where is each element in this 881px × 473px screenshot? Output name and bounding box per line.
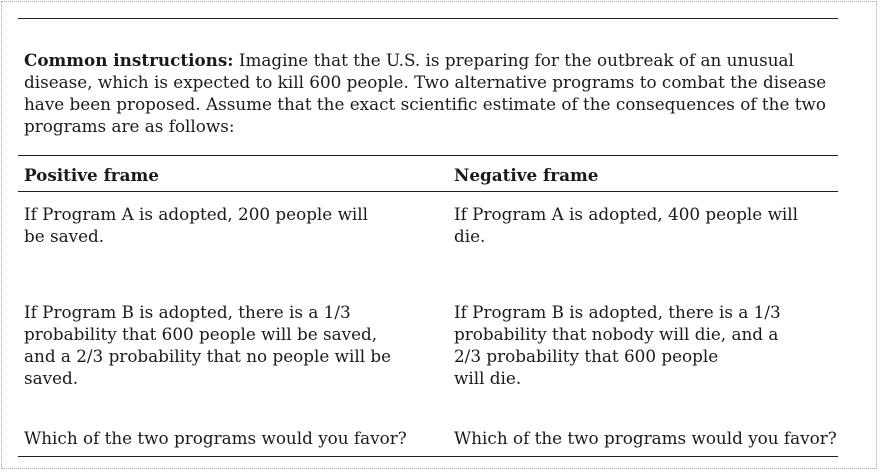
- line: probability that nobody will die, and a: [454, 324, 779, 344]
- header-rule: [18, 191, 838, 192]
- negative-program-b: [454, 301, 874, 389]
- line: saved.: [24, 368, 79, 388]
- common-instructions-text: Imagine that the U.S. is preparing for the outbreak of an unusual disease, which is expected to kill 600 people. Two alternative programs to combat the disease have been proposed. Assume that the exact scientific estimate of the consequences of the two programs are as follows:: [24, 50, 827, 136]
- bottom-rule: [18, 456, 838, 457]
- line: If Program A is adopted, 400 people will: [454, 204, 799, 224]
- common-instructions: [24, 49, 836, 137]
- common-instructions-label: Common instructions:: [24, 50, 234, 70]
- negative-question: Which of the two programs would you favor?: [454, 428, 837, 448]
- line: and a 2/3 probability that no people will be: [24, 346, 392, 366]
- top-rule: [18, 18, 838, 19]
- line: probability that 600 people will be saved,: [24, 324, 378, 344]
- positive-program-a: [24, 203, 439, 247]
- positive-frame-header: Positive frame: [24, 165, 159, 185]
- line: If Program A is adopted, 200 people will: [24, 204, 369, 224]
- line: die.: [454, 226, 486, 246]
- negative-program-a: [454, 203, 874, 247]
- line: If Program B is adopted, there is a 1/3: [454, 302, 781, 322]
- positive-question: Which of the two programs would you favor?: [24, 428, 407, 448]
- table-top-rule: [18, 155, 838, 156]
- positive-program-b: [24, 301, 439, 389]
- line: will die.: [454, 368, 522, 388]
- negative-frame-header: Negative frame: [454, 165, 599, 185]
- line: be saved.: [24, 226, 105, 246]
- line: If Program B is adopted, there is a 1/3: [24, 302, 351, 322]
- line: 2/3 probability that 600 people: [454, 346, 719, 366]
- figure-frame: [1, 1, 877, 469]
